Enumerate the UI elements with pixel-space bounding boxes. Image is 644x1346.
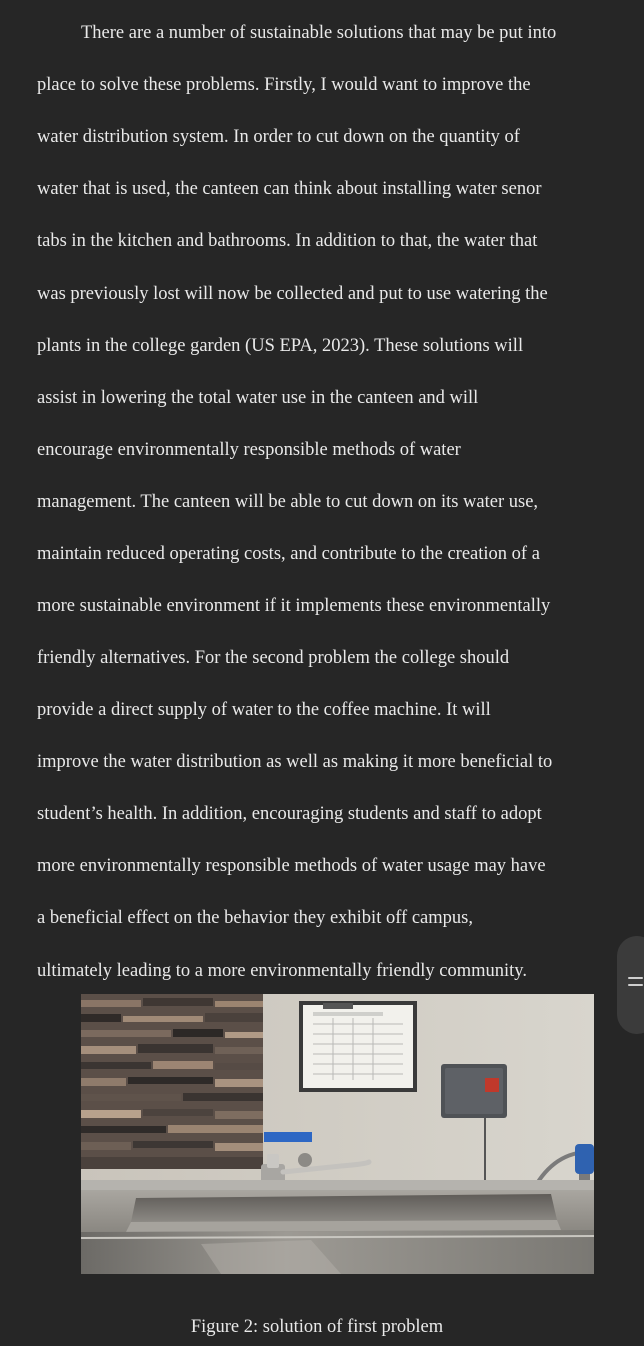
paragraph-line: water distribution system. In order to cut down on the quantity of xyxy=(37,127,520,147)
paragraph-line: more environmentally responsible methods of water usage may have xyxy=(37,856,546,876)
paragraph-line: assist in lowering the total water use in the canteen and will xyxy=(37,388,479,408)
scroll-drag-handle[interactable] xyxy=(617,936,644,1034)
stone-wall-cladding xyxy=(81,994,263,1169)
paragraph-line: plants in the college garden (US EPA, 2023). These solutions will xyxy=(37,336,524,356)
paragraph-line: ultimately leading to a more environmentally friendly community. xyxy=(37,961,527,981)
paragraph-line: a beneficial effect on the behavior they exhibit off campus, xyxy=(37,908,473,928)
paragraph-line: friendly alternatives. For the second problem the college should xyxy=(37,648,510,668)
stainless-sink xyxy=(81,1190,594,1274)
paragraph-line: maintain reduced operating costs, and contribute to the creation of a xyxy=(37,544,540,564)
paragraph-line: water that is used, the canteen can think about installing water senor xyxy=(37,179,542,199)
figure-photo-sink xyxy=(81,994,594,1274)
paragraph-line: student’s health. In addition, encouraging students and staff to adopt xyxy=(37,804,542,824)
paragraph-line: provide a direct supply of water to the coffee machine. It will xyxy=(37,700,491,720)
paragraph-line: management. The canteen will be able to cut down on its water use, xyxy=(37,492,539,512)
figure-caption: Figure 2: solution of first problem xyxy=(190,1317,444,1337)
paragraph-line: encourage environmentally responsible methods of water xyxy=(37,440,461,460)
drag-handle-icon xyxy=(628,977,643,979)
paragraph-line: There are a number of sustainable solutions that may be put into xyxy=(81,23,557,43)
blue-label xyxy=(264,1132,312,1142)
paragraph-line: improve the water distribution as well as making it more beneficial to xyxy=(37,752,553,772)
paragraph-line: place to solve these problems. Firstly, I would want to improve the xyxy=(37,75,531,95)
paragraph-line: was previously lost will now be collected and put to use watering the xyxy=(37,284,548,304)
paragraph-line: tabs in the kitchen and bathrooms. In addition to that, the water that xyxy=(37,231,538,251)
wall-clipboard xyxy=(299,1001,417,1092)
paragraph-line: more sustainable environment if it implements these environmentally xyxy=(37,596,551,616)
